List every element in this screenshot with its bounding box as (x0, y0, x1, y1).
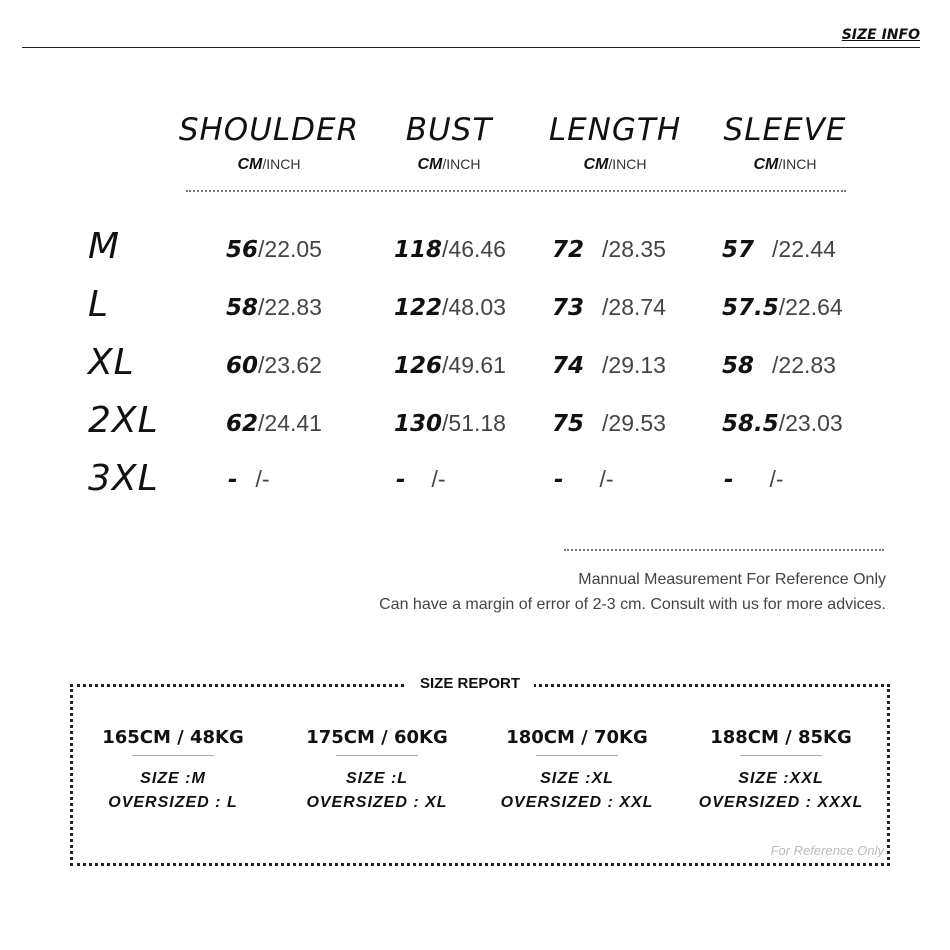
cell-l-bust: 122/48.03 (394, 294, 506, 321)
reference-only-note: For Reference Only (770, 843, 884, 858)
column-name: SLEEVE (723, 112, 847, 148)
column-name: LENGTH (548, 112, 682, 148)
unit-cm: CM (417, 156, 443, 173)
size-label-m: M (88, 226, 121, 267)
cell-m-sleeve: 57 /22.44 (722, 236, 836, 263)
recommended-size: SIZE :L (345, 770, 409, 787)
cell-xl-sleeve: 58 /22.83 (722, 352, 836, 379)
recommended-size: SIZE :XL (540, 770, 614, 787)
cell-3xl-sleeve: - /- (724, 466, 784, 493)
notes-dotted-divider (564, 549, 884, 551)
column-unit (520, 156, 710, 174)
unit-cm: CM (583, 156, 609, 173)
size-label-xl: XL (88, 342, 135, 383)
cell-3xl-shoulder: - /- (228, 466, 270, 493)
column-header-bust (354, 112, 544, 174)
cell-m-length: 72 /28.35 (552, 236, 666, 263)
entry-divider (740, 755, 822, 756)
cell-3xl-bust: - /- (396, 466, 446, 493)
column-header-length (520, 112, 710, 174)
cell-xl-bust: 126/49.61 (394, 352, 506, 379)
column-unit (174, 156, 364, 174)
column-unit (354, 156, 544, 174)
margin-note: Can have a margin of error of 2-3 cm. Consult with us for more advices. (379, 596, 886, 613)
cell-l-length: 73 /28.74 (552, 294, 666, 321)
height-weight: 165CM / 48KG (102, 727, 244, 748)
measurement-note: Mannual Measurement For Reference Only (578, 571, 886, 588)
entry-divider (132, 755, 214, 756)
unit-cm: CM (753, 156, 779, 173)
column-header-sleeve (690, 112, 880, 174)
cell-2xl-length: 75 /29.53 (552, 410, 666, 437)
column-name: BUST (405, 112, 493, 148)
recommended-size: SIZE :M (140, 770, 206, 787)
report-entry-175 (282, 727, 472, 812)
cell-2xl-sleeve: 58.5/23.03 (722, 410, 843, 437)
unit-inch: /INCH (778, 156, 817, 172)
cell-l-shoulder: 58/22.83 (226, 294, 322, 321)
cell-2xl-bust: 130/51.18 (394, 410, 506, 437)
cell-xl-shoulder: 60/23.62 (226, 352, 322, 379)
column-header-shoulder (174, 112, 364, 174)
column-name: SHOULDER (178, 112, 360, 148)
oversized-size: OVERSIZED : L (108, 794, 238, 811)
oversized-size: OVERSIZED : XXXL (698, 794, 864, 811)
report-entry-165 (78, 727, 268, 812)
oversized-size: OVERSIZED : XXL (500, 794, 654, 811)
unit-inch: /INCH (608, 156, 647, 172)
height-weight: 180CM / 70KG (506, 727, 648, 748)
report-entry-180 (482, 727, 672, 812)
header-divider (22, 47, 920, 48)
size-label-2xl: 2XL (88, 400, 159, 441)
column-unit (690, 156, 880, 174)
entry-divider (536, 755, 618, 756)
size-label-3xl: 3XL (88, 458, 159, 499)
cell-xl-length: 74 /29.13 (552, 352, 666, 379)
unit-inch: /INCH (262, 156, 301, 172)
height-weight: 175CM / 60KG (306, 727, 448, 748)
oversized-size: OVERSIZED : XL (306, 794, 448, 811)
unit-cm: CM (237, 156, 263, 173)
unit-inch: /INCH (442, 156, 481, 172)
cell-2xl-shoulder: 62/24.41 (226, 410, 322, 437)
height-weight: 188CM / 85KG (710, 727, 852, 748)
page-title: SIZE INFO (841, 27, 920, 43)
header-dotted-divider (186, 190, 846, 192)
report-entry-188 (686, 727, 876, 812)
entry-divider (336, 755, 418, 756)
recommended-size: SIZE :XXL (738, 770, 824, 787)
cell-m-shoulder: 56/22.05 (226, 236, 322, 263)
cell-l-sleeve: 57.5/22.64 (722, 294, 843, 321)
cell-3xl-length: - /- (554, 466, 614, 493)
size-report-title: SIZE REPORT (406, 675, 534, 692)
size-label-l: L (88, 284, 110, 325)
cell-m-bust: 118/46.46 (394, 236, 506, 263)
